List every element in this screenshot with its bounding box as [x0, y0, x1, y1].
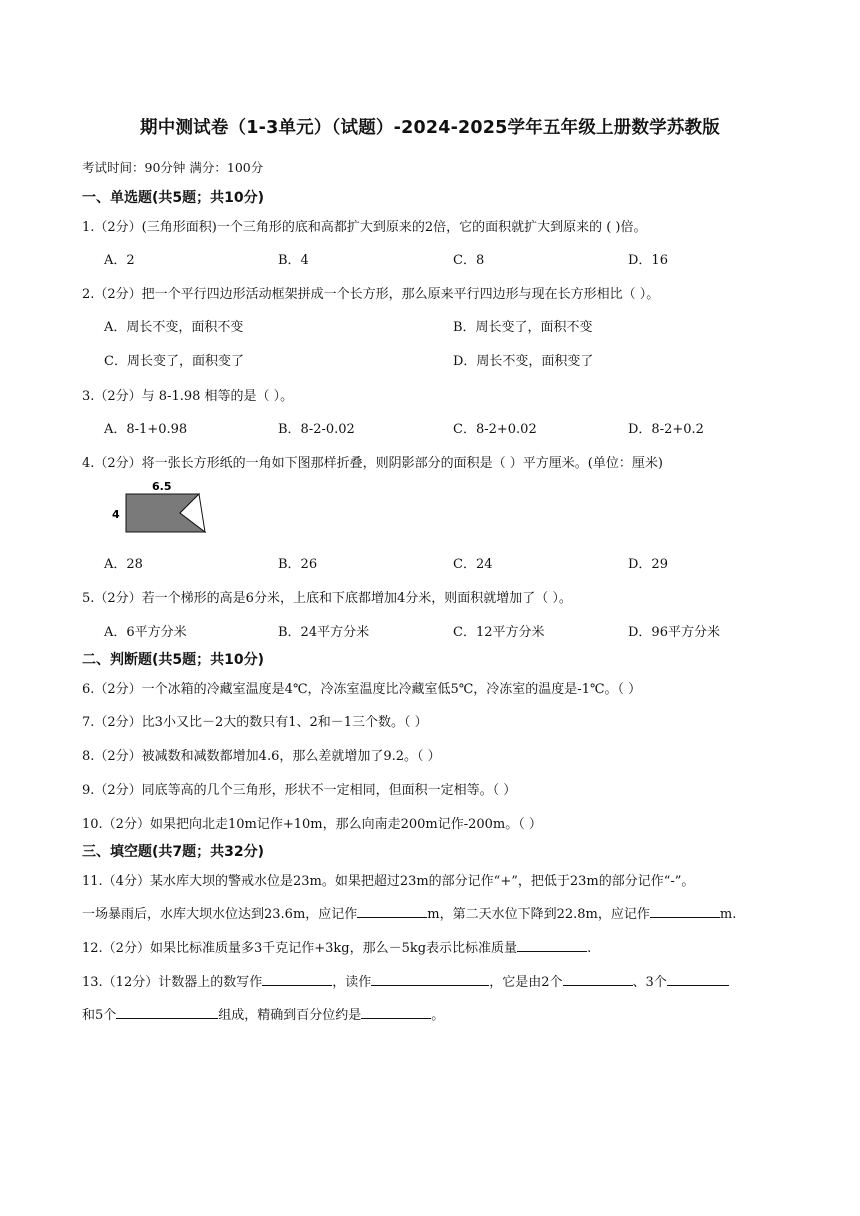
question-11-line-1: 11.（4分）某水库大坝的警戒水位是23m。如果把超过23m的部分记作“+”，把低于23m的部分记作“-”。 — [82, 874, 695, 889]
figure-side-label: 4 — [112, 508, 120, 521]
q13-text-d: 、3个 — [632, 975, 667, 990]
q13-answer-blank-2[interactable] — [371, 972, 489, 986]
q11-answer-blank-1[interactable] — [357, 904, 427, 918]
q12-text-b: . — [587, 941, 592, 956]
section-heading-true-false: 二、判断题(共5题；共10分) — [82, 652, 265, 668]
question-10: 10.（2分）如果把向北走10m记作+10m，那么向南走200m记作-200m。（ ） — [82, 817, 542, 832]
question-8: 8.（2分）被减数和减数都增加4.6，那么差就增加了9.2。（ ） — [82, 749, 441, 764]
figure-top-label: 6.5 — [152, 480, 172, 493]
q13-answer-blank-6[interactable] — [361, 1005, 431, 1019]
q4-option-c: C．24 — [453, 557, 493, 572]
q11-answer-blank-2[interactable] — [650, 904, 720, 918]
q2-option-b: B．周长变了，面积不变 — [453, 320, 593, 335]
folded-rectangle-figure — [104, 478, 208, 534]
page-title: 期中测试卷（1-3单元）（试题）-2024-2025学年五年级上册数学苏教版 — [140, 118, 720, 138]
question-4: 4.（2分）将一张长方形纸的一角如下图那样折叠，则阴影部分的面积是（ ）平方厘米。(单位：厘米) — [82, 456, 663, 471]
q1-option-b: B．4 — [278, 253, 309, 268]
q5-option-d: D．96平方分米 — [628, 625, 720, 640]
question-1: 1.（2分）(三角形面积)一个三角形的底和高都扩大到原来的2倍，它的面积就扩大到原来的 ( )倍。 — [82, 220, 647, 235]
q12-text-a: 12.（2分）如果比标准质量多3千克记作+3kg，那么－5kg表示比标准质量 — [82, 941, 518, 956]
q13-text-b: ，读作 — [332, 975, 372, 990]
q12-answer-blank[interactable] — [517, 938, 587, 952]
q3-option-c: C．8-2+0.02 — [453, 422, 537, 437]
q13-answer-blank-5[interactable] — [116, 1005, 218, 1019]
q13-answer-blank-4[interactable] — [667, 972, 729, 986]
q11-text-c: m. — [719, 907, 737, 922]
q2-option-a: A．周长不变，面积不变 — [104, 320, 244, 335]
q13-text-g: 。 — [431, 1008, 445, 1023]
question-5: 5.（2分）若一个梯形的高是6分米，上底和下底都增加4分米，则面积就增加了（ ）。 — [82, 591, 572, 606]
question-9: 9.（2分）同底等高的几个三角形，形状不一定相同，但面积一定相等。（ ） — [82, 783, 517, 798]
q13-answer-blank-3[interactable] — [563, 972, 633, 986]
q4-option-b: B．26 — [278, 557, 318, 572]
q11-text-b: m，第二天水位下降到22.8m，应记作 — [427, 907, 650, 922]
q4-option-d: D．29 — [628, 557, 668, 572]
question-2: 2.（2分）把一个平行四边形活动框架拼成一个长方形，那么原来平行四边形与现在长方形相比（ ）。 — [82, 287, 660, 302]
question-7: 7.（2分）比3小又比－2大的数只有1、2和－1三个数。（ ） — [82, 715, 428, 730]
question-3: 3.（2分）与 8-1.98 相等的是（ ）。 — [82, 389, 294, 404]
question-13-line-1 — [82, 971, 729, 990]
q13-text-e: 和5个 — [82, 1008, 117, 1023]
question-12 — [82, 937, 591, 956]
question-13-line-2 — [82, 1004, 444, 1023]
section-heading-fill-in: 三、填空题(共7题；共32分) — [82, 844, 265, 860]
q3-option-d: D．8-2+0.2 — [628, 422, 704, 437]
q3-option-a: A．8-1+0.98 — [104, 422, 188, 437]
q5-option-a: A．6平方分米 — [104, 625, 187, 640]
question-6: 6.（2分）一个冰箱的冷藏室温度是4℃，冷冻室温度比冷藏室低5℃，冷冻室的温度是-1℃。（ ） — [82, 682, 642, 697]
q13-text-c: ，它是由2个 — [489, 975, 563, 990]
q5-option-c: C．12平方分米 — [453, 625, 545, 640]
q3-option-b: B．8-2-0.02 — [278, 422, 355, 437]
q13-text-f: 组成，精确到百分位约是 — [218, 1008, 362, 1023]
q1-option-d: D．16 — [628, 253, 668, 268]
q2-option-c: C．周长变了，面积变了 — [104, 354, 244, 369]
section-heading-single-choice: 一、单选题(共5题；共10分) — [82, 190, 265, 206]
q1-option-a: A．2 — [104, 253, 135, 268]
q11-text-a: 一场暴雨后，水库大坝水位达到23.6m，应记作 — [82, 907, 358, 922]
q5-option-b: B．24平方分米 — [278, 625, 370, 640]
q2-option-d: D．周长不变，面积变了 — [453, 354, 594, 369]
q13-answer-blank-1[interactable] — [262, 972, 332, 986]
q1-option-c: C．8 — [453, 253, 485, 268]
exam-info: 考试时间：90分钟 满分：100分 — [82, 160, 264, 175]
q4-option-a: A．28 — [104, 557, 143, 572]
question-11-line-2 — [82, 903, 736, 922]
q13-text-a: 13.（12分）计数器上的数写作 — [82, 975, 263, 990]
